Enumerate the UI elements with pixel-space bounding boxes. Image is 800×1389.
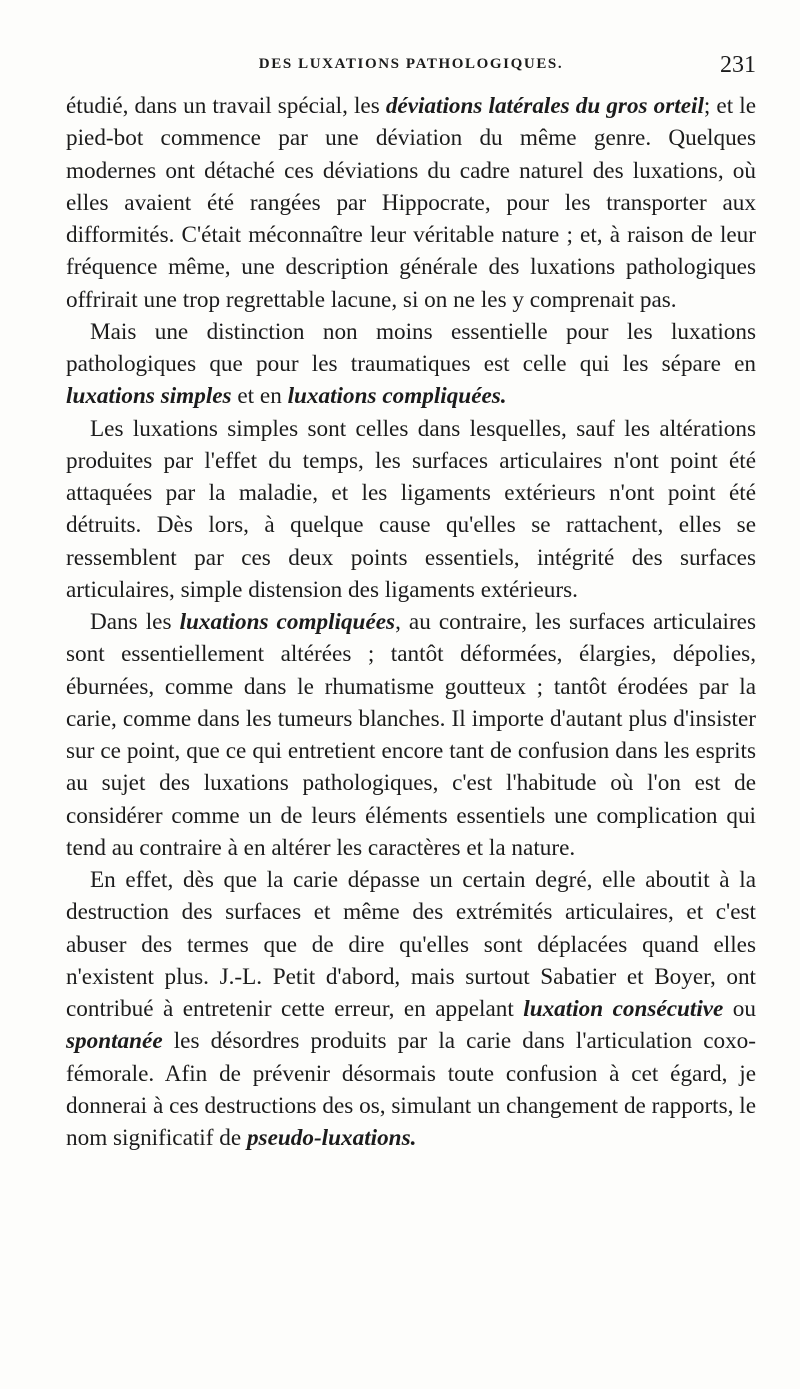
italic-phrase: pseudo-luxations. — [246, 1125, 417, 1151]
text-segment: Dans les — [90, 609, 180, 635]
page-number: 231 — [720, 52, 756, 78]
italic-phrase: luxation consécutive — [523, 996, 724, 1022]
italic-phrase: luxations compliquées — [179, 609, 396, 635]
paragraph-5 — [66, 864, 756, 1154]
body-text — [66, 90, 756, 1154]
italic-phrase: luxations simples — [66, 383, 232, 410]
paragraph-2 — [66, 316, 756, 413]
paragraph-4 — [66, 606, 756, 864]
text-segment: Mais une distinction non moins essentielle pour les luxations pathologiques que pour les traumatiques est celle qui les sépare en — [66, 318, 756, 377]
text-segment: , au contraire, les surfaces articulaires sont essentiellement altérées ; tantôt déformées, élargies, dépolies, éburnées, comme dans le rhumatisme goutteux ; tantôt érodées par la carie, comme dans les tumeurs blanches. Il importe d'autant plus d'insister sur ce point, que ce qui entretient encore tant de confusion dans les esprits au sujet des luxations pathologiques, c'est l'habitude où l'on est de considérer comme un de leurs éléments essentiels une complication qui tend au contraire à en altérer les caractères et la nature. — [66, 609, 756, 861]
running-head — [66, 52, 756, 82]
text-segment: et en — [231, 383, 288, 410]
italic-phrase: déviations latérales du gros orteil — [385, 93, 704, 119]
text-segment: Les luxations simples sont celles dans lesquelles, sauf les altérations produites par l'effet du temps, les surfaces articulaires n'ont point été attaquées par la maladie, et les ligaments extérieurs n'ont point été détruits. Dès lors, à quelque cause qu'elles se rattachent, elles se ressemblent par ces deux points essentiels, intégrité des surfaces articulaires, simple distension des ligaments extérieurs. — [66, 415, 756, 603]
paragraph-1 — [66, 90, 756, 316]
italic-phrase: spontanée — [66, 1028, 163, 1055]
text-segment: ou — [723, 996, 756, 1022]
running-title: DES LUXATIONS PATHOLOGIQUES. — [258, 56, 564, 72]
italic-phrase: luxations compliquées. — [287, 383, 507, 410]
text-segment: les désordres produits par la carie dans l'articulation coxo-fémorale. Afin de prévenir désormais toute confusion à cet égard, je donnerai à ces destructions des os, simulant un changement de rapports, le nom significatif de — [66, 1028, 756, 1151]
text-segment: En effet, dès que la carie dépasse un certain degré, elle aboutit à la destruction des surfaces et même des extrémités articulaires, et c'est abuser des termes que de dire qu'elles sont déplacées quand elles n'existent plus. J.-L. Petit d'abord, mais surtout Sabatier et Boyer, ont contribué à entretenir cette erreur, en appelant — [66, 867, 756, 1022]
text-segment: ; et le pied-bot commence par une déviation du même genre. Quelques modernes ont détaché ces déviations du cadre naturel des luxations, où elles avaient été rangées par Hippocrate, pour les transporter aux difformités. C'était méconnaître leur véritable nature ; et, à raison de leur fréquence même, une description générale des luxations pathologiques offrirait une trop regrettable lacune, si on ne les y comprenait pas. — [66, 93, 756, 313]
text-segment: étudié, dans un travail spécial, les — [66, 93, 386, 119]
paragraph-3 — [66, 413, 756, 607]
